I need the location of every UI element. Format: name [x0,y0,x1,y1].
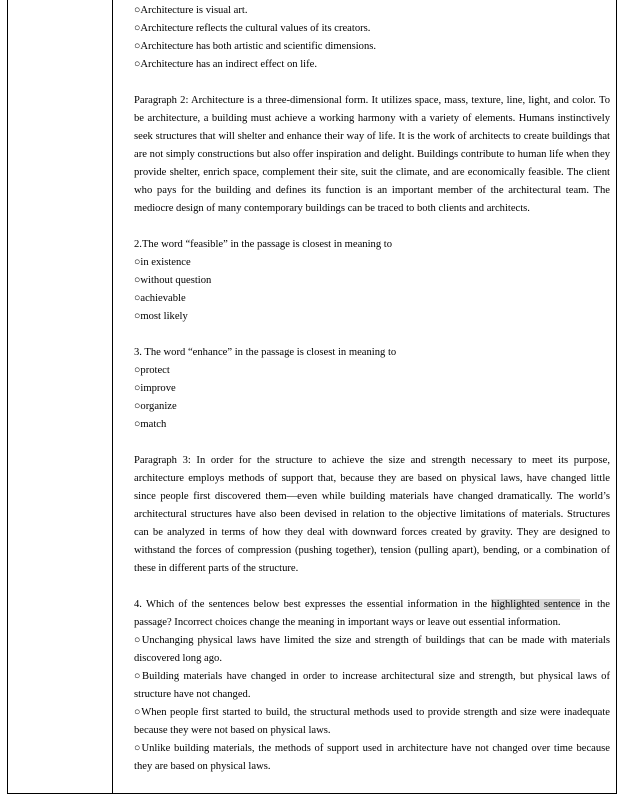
q3-option-a[interactable]: ○protect [134,365,170,376]
q2-option-a[interactable]: ○in existence [134,257,191,268]
q1-option-c[interactable]: ○Architecture has both artistic and scientific dimensions. [134,41,377,52]
question-content [134,2,610,776]
q1-options [134,2,610,74]
q2-option-d[interactable]: ○most likely [134,311,188,322]
q4-question [134,596,610,632]
question-2 [134,236,610,326]
q4-question-start: 4. Which of the sentences below best expresses the essential information in the [134,599,492,610]
highlighted-sentence-link[interactable]: highlighted sentence [491,599,581,610]
q4-option-c[interactable]: ○When people first started to build, the structural methods used to provide strength and size were inadequate because they were not based on physical laws. [134,707,610,736]
q4-option-b[interactable]: ○Building materials have changed in order to increase architectural size and strength, but physical laws of structure have not changed. [134,671,610,700]
q3-option-c[interactable]: ○organize [134,401,177,412]
q1-option-a[interactable]: ○Architecture is visual art. [134,5,248,16]
q3-option-b[interactable]: ○improve [134,383,176,394]
question-3 [134,344,610,434]
q3-question: 3. The word “enhance” in the passage is closest in meaning to [134,347,397,358]
q4-option-a[interactable]: ○Unchanging physical laws have limited the size and strength of buildings that can be made with materials discovered long ago. [134,635,610,664]
q1-option-d[interactable]: ○Architecture has an indirect effect on life. [134,59,317,70]
paragraph-2: Paragraph 2: Architecture is a three-dimensional form. It utilizes space, mass, texture, line, light, and color. To be architecture, a building must achieve a working harmony with a variety of elements. Humans instinctively seek structures that will shelter and enhance their way of life. It is the work of architects to create buildings that are not simply constructions but also offer inspiration and delight. Buildings contribute to human life when they provide shelter, enrich space, complement their site, suit the climate, and are economically feasible. The client who pays for the building and defines its function is an important member of the architectural team. The mediocre design of many contemporary buildings can be traced to both clients and architects. [134,95,610,214]
q4-option-d[interactable]: ○Unlike building materials, the methods of support used in architecture have not changed over time because they are based on physical laws. [134,743,610,772]
q2-option-c[interactable]: ○achievable [134,293,186,304]
q1-option-b[interactable]: ○Architecture reflects the cultural values of its creators. [134,23,371,34]
q2-option-b[interactable]: ○without question [134,275,212,286]
left-empty-cell [8,0,112,793]
column-divider [112,0,113,793]
q4-question-end: in the passage? Incorrect choices change the meaning in important ways or leave out essential information. [134,599,611,628]
q2-question: 2.The word “feasible” in the passage is closest in meaning to [134,239,393,250]
q3-option-d[interactable]: ○match [134,419,167,430]
paragraph-3: Paragraph 3: In order for the structure to achieve the size and strength necessary to meet its purpose, architecture employs methods of support that, because they are based on physical laws, have changed little since people first discovered them—even while building materials have changed dramatically. The world’s architectural structures have also been devised in relation to the objective limitations of materials. Structures can be analyzed in terms of how they deal with downward forces created by gravity. They are designed to withstand the forces of compression (pushing together), tension (pulling apart), bending, or a combination of these in different parts of the structure. [134,455,610,574]
question-4 [134,596,610,776]
